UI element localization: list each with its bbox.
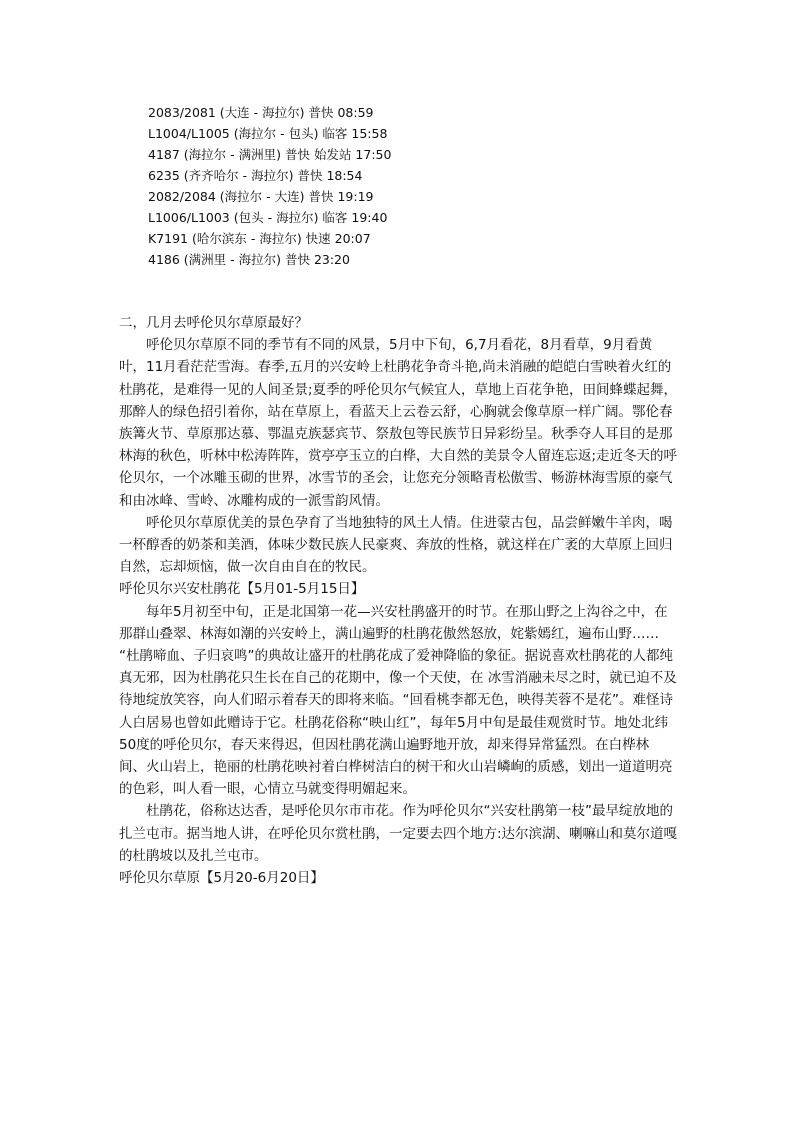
train-schedule-row: 2082/2084 (海拉尔 - 大连) 普快 19:19 <box>148 189 374 204</box>
paragraph-seasons: 呼伦贝尔草原不同的季节有不同的风景，5月中下旬，6,7月看花，8月看草，9月看黄叶，11月看茫茫雪海。春季,五月的兴安岭上杜鹃花争奇斗艳,尚未消融的皑皑白雪映着火红的杜鹃花，是难得一见的人间圣景;夏季的呼伦贝尔气候宜人，草地上百花争艳，田间蜂蝶起舞，那醉人的绿色招引着你，站在草原上，看蓝天上云卷云舒，心胸就会像草原一样广阔。鄂伦春族篝火节、草原那达慕、鄂温克族瑟宾节、祭敖包等民族节日异彩纷呈。秋季夺人耳目的是那林海的秋色，听林中松涛阵阵，赏亭亭玉立的白桦，大自然的美景令人留连忘返;走近冬天的呼伦贝尔，一个冰雕玉砌的世界，冰雪节的圣会，让您充分领略青松傲雪、畅游林海雪原的豪气和由冰峰、雪岭、冰雕构成的一派雪韵风情。 <box>119 337 678 509</box>
train-schedule-row: 6235 (齐齐哈尔 - 海拉尔) 普快 18:54 <box>148 168 363 183</box>
train-schedule-row: 2083/2081 (大连 - 海拉尔) 普快 08:59 <box>148 105 374 120</box>
paragraph-dujuan-legend: “杜鹃啼血、子归哀鸣”的典故让盛开的杜鹃花成了爱神降临的象征。据说喜欢杜鹃花的人都纯真无邪，因为杜鹃花只生长在自己的花期中，像一个天使，在 冰雪消融未尽之时，就已迫不及待地绽放笑容，向人们昭示着春天的即将来临。“回看桃李都无色，映得芙蓉不是花”。难怪诗人白居易也曾如此赠诗于它。杜鹃花俗称“映山红”，每年5月中旬是最佳观赏时节。地处北纬50度的呼伦贝尔，春天来得迟，但因杜鹃花满山遍野地开放，却来得异常猛烈。在白桦林 间、火山岩上，艳丽的杜鹃花映衬着白桦树洁白的树干和火山岩嶙峋的质感，划出一道道明亮的色彩，叫人看一眼，心情立马就变得明媚起来。 <box>119 648 677 798</box>
train-schedule-list <box>148 102 391 270</box>
train-schedule-row: L1006/L1003 (包头 - 海拉尔) 临客 19:40 <box>148 210 388 225</box>
train-schedule-row: K7191 (哈尔滨东 - 海拉尔) 快速 20:07 <box>148 231 371 246</box>
section-heading-best-month: 二，几月去呼伦贝尔草原最好？ <box>119 315 308 331</box>
train-schedule-row: 4186 (满洲里 - 海拉尔) 普快 23:20 <box>148 252 350 267</box>
heading-grassland: 呼伦贝尔草原【5月20-6月20日】 <box>119 870 324 887</box>
train-schedule-row: L1004/L1005 (海拉尔 - 包头) 临客 15:58 <box>148 126 388 141</box>
article-body <box>119 312 679 889</box>
train-schedule-row: 4187 (海拉尔 - 满洲里) 普快 始发站 17:50 <box>148 147 392 162</box>
paragraph-customs: 呼伦贝尔草原优美的景色孕育了当地独特的风土人情。住进蒙古包，品尝鲜嫩牛羊肉，喝一杯醇香的奶茶和美酒，体味少数民族人民豪爽、奔放的性格，就这样在广袤的大草原上回归自然，忘却烦恼，做一次自由自在的牧民。 <box>119 514 673 576</box>
paragraph-dujuan-city-flower: 杜鹃花，俗称达达香，是呼伦贝尔市市花。作为呼伦贝尔“兴安杜鹃第一枝”最早绽放地的扎兰屯市。据当地人讲，在呼伦贝尔赏杜鹃，一定要去四个地方:达尔滨湖、喇嘛山和莫尔道嘎的杜鹃坡以及扎兰屯市。 <box>119 803 678 864</box>
heading-dujuan-flower: 呼伦贝尔兴安杜鹃花【5月01-5月15日】 <box>119 581 365 598</box>
paragraph-dujuan-bloom: 每年5月初至中旬，正是北国第一花—兴安杜鹃盛开的时节。在那山野之上沟谷之中，在那群山叠翠、林海如潮的兴安岭上，满山遍野的杜鹃花傲然怒放，姹紫嫣红，遍布山野…… <box>119 603 668 642</box>
